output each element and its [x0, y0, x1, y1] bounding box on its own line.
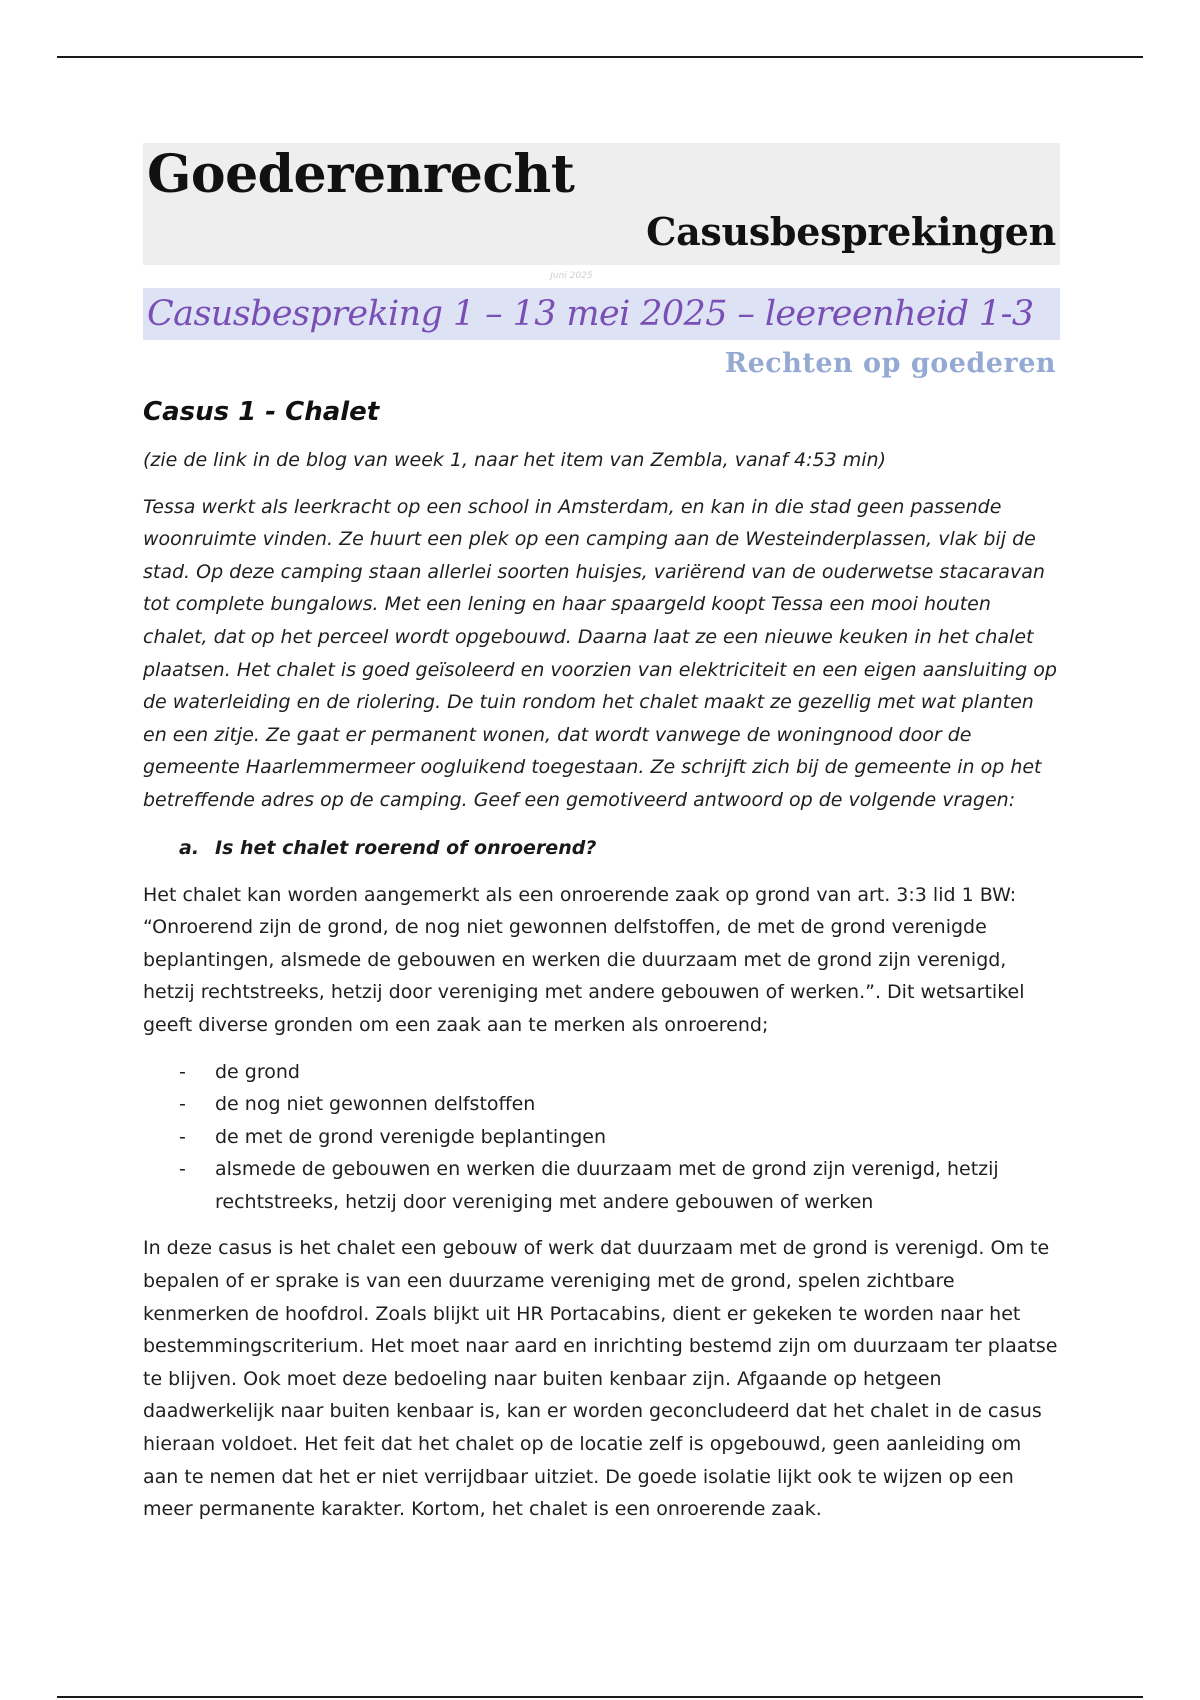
bullet-marker: -: [179, 1060, 186, 1083]
section-title: Casusbespreking 1 – 13 mei 2025 – leereenheid 1-3: [147, 294, 1034, 334]
question-a: [143, 831, 1060, 865]
list-item-text: alsmede de gebouwen en werken die duurzaam met de grond zijn verenigd, hetzij rechtstreeks, hetzij door vereniging met andere gebouwen of werken: [215, 1158, 999, 1213]
bullet-marker: -: [179, 1158, 186, 1181]
bullet-list: [143, 1056, 1060, 1219]
list-item-text: de grond: [215, 1060, 300, 1083]
case-note: (zie de link in de blog van week 1, naar het item van Zembla, vanaf 4:53 min): [143, 449, 886, 471]
title-block: [143, 143, 1060, 265]
case-heading: Casus 1 - Chalet: [143, 397, 380, 427]
list-item: [143, 1056, 1060, 1089]
document-subtitle: Casusbesprekingen: [646, 209, 1056, 254]
list-item: [143, 1153, 1060, 1218]
answer-paragraph: Het chalet kan worden aangemerkt als een onroerende zaak op grond van art. 3:3 lid 1 BW: “Onroerend zijn de grond, de nog niet gewonnen delfstoffen, de met de grond verenigde beplantingen, alsmede de gebouwen en werken die duurzaam met de grond zijn verenigd, hetzij rechtstreeks, hetzij door vereniging met andere gebouwen of werken.”. Dit wetsartikel geeft diverse gronden om een zaak aan te merken als onroerend;: [143, 883, 1025, 1036]
bullet-marker: -: [179, 1125, 186, 1148]
document-title: Goederenrecht: [147, 144, 575, 205]
bottom-rule: [57, 1696, 1143, 1698]
list-item: [143, 1088, 1060, 1121]
document-date: Juni 2025: [550, 271, 593, 281]
section-subheading: Rechten op goederen: [724, 348, 1056, 379]
list-item-text: de met de grond verenigde beplantingen: [215, 1125, 607, 1148]
top-rule: [57, 56, 1143, 58]
bullet-marker: -: [179, 1093, 186, 1116]
question-letter: a.: [179, 836, 200, 859]
list-item-text: de nog niet gewonnen delfstoffen: [215, 1093, 536, 1116]
case-story: Tessa werkt als leerkracht op een school in Amsterdam, en kan in die stad geen passende woonruimte vinden. Ze huurt een plek op een camping aan de Westeinderplassen, vlak bij de stad. Op deze camping staan allerlei soorten huisjes, variërend van de ouderwetse stacaravan tot complete bungalows. Met een lening en haar spaargeld koopt Tessa een mooi houten chalet, dat op het perceel wordt opgebouwd. Daarna laat ze een nieuwe keuken in het chalet plaatsen. Het chalet is goed geïsoleerd en voorzien van elektriciteit en een eigen aansluiting op de waterleiding en de riolering. De tuin rondom het chalet maakt ze gezellig met wat planten en een zitje. Ze gaat er permanent wonen, dat wordt vanwege de woningnood door de gemeente Haarlemmermeer oogluikend toegestaan. Ze schrijft zich bij de gemeente in op het betreffende adres op de camping. Geef een gemotiveerd antwoord op de volgende vragen:: [143, 495, 1057, 811]
document-page: [143, 143, 1060, 1526]
section-banner: [143, 288, 1060, 340]
conclusion-paragraph: In deze casus is het chalet een gebouw of werk dat duurzaam met de grond is verenigd. Om te bepalen of er sprake is van een duurzame vereniging met de grond, spelen zichtbare kenmerken de hoofdrol. Zoals blijkt uit HR Portacabins, dient er gekeken te worden naar het bestemmingscriterium. Het moet naar aard en inrichting bestemd zijn om duurzaam ter plaatse te blijven. Ook moet deze bedoeling naar buiten kenbaar zijn. Afgaande op hetgeen daadwerkelijk naar buiten kenbaar is, kan er worden geconcludeerd dat het chalet in de casus hieraan voldoet. Het feit dat het chalet op de locatie zelf is opgebouwd, geen aanleiding om aan te nemen dat het er niet verrijdbaar uitziet. De goede isolatie lijkt ook te wijzen op een meer permanente karakter. Kortom, het chalet is een onroerende zaak.: [143, 1237, 1058, 1521]
list-item: [143, 1121, 1060, 1154]
question-text: Is het chalet roerend of onroerend?: [215, 836, 597, 859]
